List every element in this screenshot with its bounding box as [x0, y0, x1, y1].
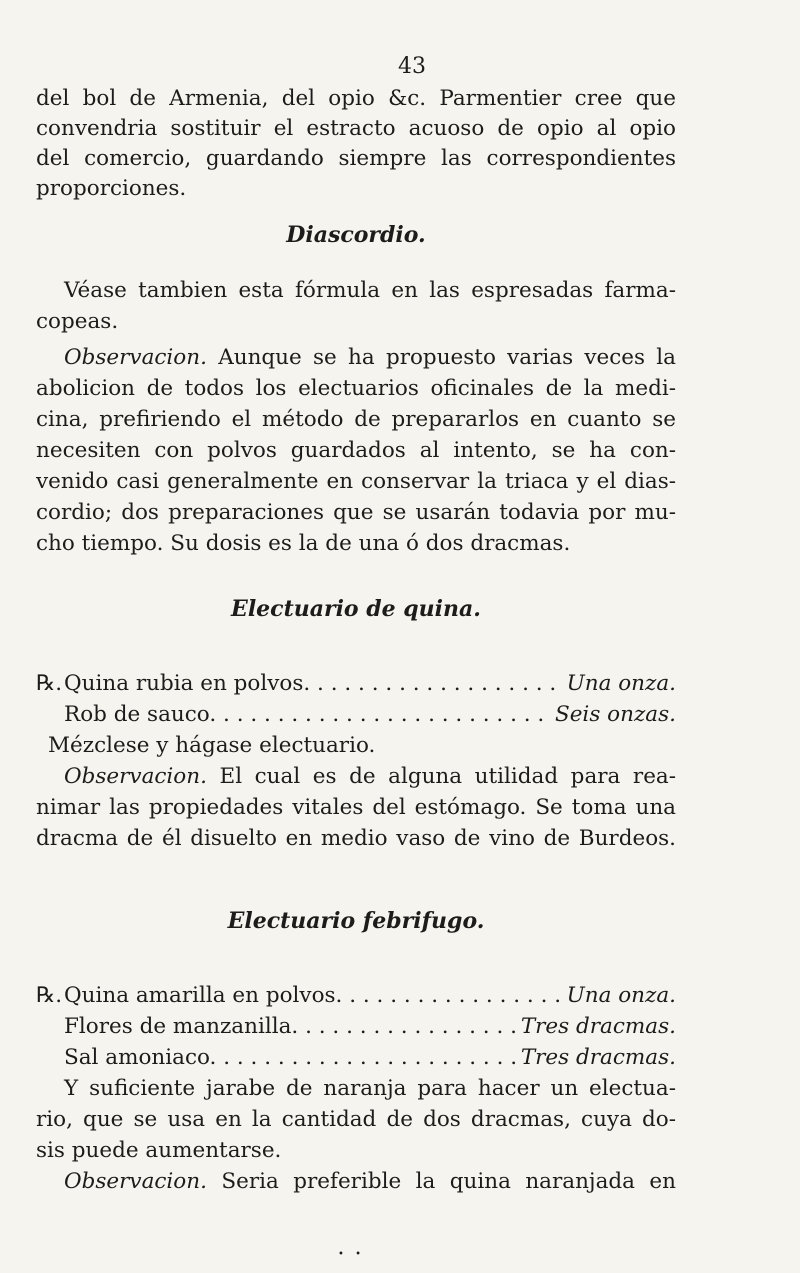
signature-mark: • •: [338, 1249, 365, 1260]
text-line: sis puede aumentarse.: [36, 1138, 282, 1163]
text-line: copeas.: [36, 309, 119, 334]
opening-paragraph: [36, 84, 676, 204]
ingredient-quantity: Tres dracmas.: [520, 1045, 676, 1070]
text-line: nimar las propiedades vitales del estómago. Se toma una: [36, 795, 676, 820]
observation-label: Observacion.: [64, 764, 207, 789]
text-line: del comercio, guardando siempre las correspondientes: [36, 146, 676, 171]
page-number: 43: [398, 54, 426, 79]
text-line: proporciones.: [36, 176, 187, 201]
observation-text: Seria preferible la quina naranjada en: [206, 1169, 676, 1194]
observation-label: Observacion.: [64, 345, 207, 370]
recipe-instruction: Mézclese y hágase electuario.: [48, 733, 376, 758]
text-line: convendria sostituir el estracto acuoso de opio al opio: [36, 116, 676, 141]
diascordio-observation: [36, 342, 676, 559]
text-line: necesiten con polvos guardados al intento, se ha con-: [36, 438, 676, 463]
ingredient-name: Quina amarilla en polvos. . . .: [64, 980, 563, 1011]
observation-text: Aunque se ha propuesto varias veces la: [206, 345, 676, 370]
ingredient-row: [36, 1042, 676, 1073]
recipe-symbol: ℞.: [36, 671, 63, 696]
text-line: dracma de él disuelto en medio vaso de vino de Burdeos.: [36, 826, 676, 851]
ingredient-row: [36, 1011, 676, 1042]
text-line: [36, 761, 676, 792]
text-line: del bol de Armenia, del opio &c. Parmentier cree que: [36, 86, 676, 111]
text-line: [36, 342, 676, 373]
ingredient-quantity: Una onza.: [566, 671, 676, 696]
diascordio-paragraph: [36, 275, 676, 337]
ingredient-name: Quina rubia en polvos. . . .: [64, 668, 563, 699]
text-line: rio, que se usa en la cantidad de dos dracmas, cuya do-: [36, 1107, 676, 1132]
text-line: abolicion de todos los electuarios oficinales de la medi-: [36, 376, 676, 401]
observation-text: El cual es de alguna utilidad para rea-: [206, 764, 676, 789]
ingredient-row: [36, 980, 676, 1011]
text-line: cordio; dos preparaciones que se usarán todavia por mu-: [36, 500, 676, 525]
ingredient-name: Rob de sauco. . . .: [64, 699, 551, 730]
text-line: cina, prefiriendo el método de prepararlos en cuanto se: [36, 407, 676, 432]
febrifugo-recipe: [36, 980, 676, 1197]
recipe-symbol: ℞.: [36, 983, 63, 1008]
section-heading-febrifugo: Electuario febrifugo.: [227, 908, 485, 934]
ingredient-name: Sal amoniaco. . . .: [64, 1042, 517, 1073]
ingredient-quantity: Una onza.: [566, 983, 676, 1008]
section-heading-quina: Electuario de quina.: [231, 596, 481, 622]
ingredient-quantity: Tres dracmas.: [520, 1014, 676, 1039]
text-line: Y suficiente jarabe de naranja para hacer un electua-: [64, 1076, 676, 1101]
text-line: cho tiempo. Su dosis es la de una ó dos dracmas.: [36, 531, 571, 556]
ingredient-quantity: Seis onzas.: [554, 702, 676, 727]
ingredient-row: [36, 699, 676, 730]
section-heading-diascordio: Diascordio.: [286, 222, 426, 248]
observation-label: Observacion.: [64, 1169, 207, 1194]
ingredient-name: Flores de manzanilla. . . .: [64, 1011, 517, 1042]
text-line: venido casi generalmente en conservar la triaca y el dias-: [36, 469, 676, 494]
text-line: Véase tambien esta fórmula en las espresadas farma-: [64, 278, 676, 303]
text-line: [36, 1166, 676, 1197]
quina-recipe: [36, 668, 676, 854]
ingredient-row: [36, 668, 676, 699]
